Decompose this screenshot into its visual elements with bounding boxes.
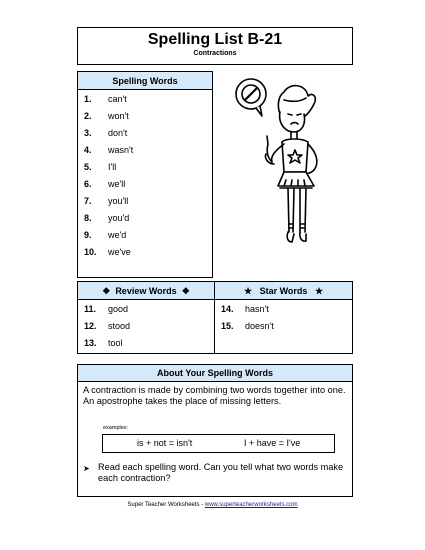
- girl-illustration: [222, 72, 332, 282]
- tip-text: Read each spelling word. Can you tell what two words make each contraction?: [98, 462, 344, 483]
- star-icon: ★: [243, 286, 253, 296]
- about-paragraph: A contraction is made by combining two words together into one. An apostrophe takes the place of missing letters.: [83, 385, 346, 406]
- footer-link[interactable]: www.superteacherworksheets.com: [204, 502, 298, 508]
- review-star-box: ❖ Review Words ❖ ★ Star Words ★ 11. good 12. stood 13. tool 14. hasn't 15. doesn't: [77, 281, 353, 354]
- about-heading: About Your Spelling Words: [78, 365, 352, 382]
- footer-brand: Super Teacher Worksheets -: [127, 502, 205, 508]
- examples-label: examples:: [103, 425, 129, 431]
- examples-box: [102, 434, 335, 453]
- column-divider: [214, 282, 215, 353]
- title-box: [77, 27, 353, 65]
- diamond-icon: ❖: [181, 286, 190, 296]
- review-words-heading: ❖ Review Words ❖: [78, 282, 214, 300]
- page-title: Spelling List B-21: [147, 31, 283, 48]
- footer: [0, 502, 425, 508]
- diamond-icon: ❖: [102, 286, 111, 296]
- no-symbol-icon: [236, 79, 266, 116]
- star-icon: ★: [314, 286, 324, 296]
- example-2: I + have = I've: [244, 438, 301, 448]
- page-subtitle: Contractions: [193, 50, 237, 57]
- about-box: [77, 364, 353, 497]
- spelling-words-heading: Spelling Words: [78, 72, 212, 90]
- example-1: is + not = isn't: [137, 438, 193, 448]
- spelling-words-box: Spelling Words 1. can't 2. won't 3. don't 4. wasn't 5. I'll 6. we'll 7. you'll 8. you'd 9. we'd 10. we've: [77, 71, 213, 278]
- arrow-right-icon: ➤: [83, 464, 90, 473]
- star-words-heading: ★ Star Words ★: [215, 282, 352, 300]
